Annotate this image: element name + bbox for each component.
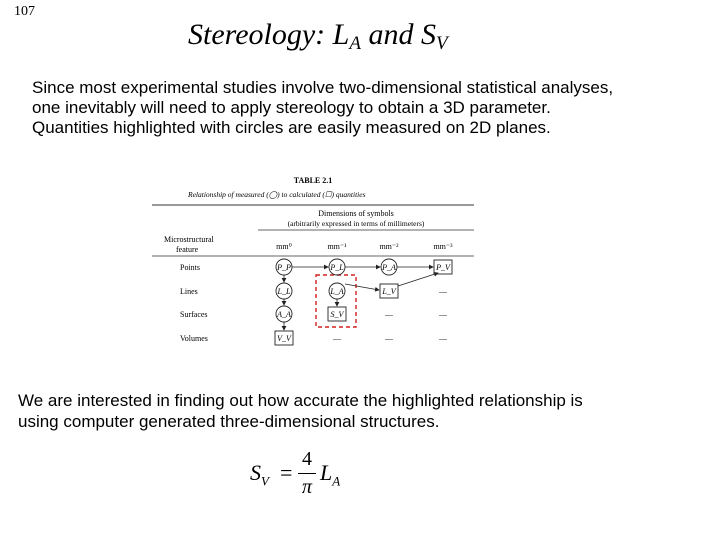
symbol-label: S_V bbox=[330, 310, 344, 319]
unit-label: mm⁻² bbox=[379, 242, 399, 251]
title-sub-v: V bbox=[435, 33, 448, 54]
feature-header: Microstructural bbox=[164, 235, 214, 244]
row-label: Surfaces bbox=[180, 310, 208, 319]
title-sub-a: A bbox=[349, 33, 361, 54]
row-label: Lines bbox=[180, 287, 198, 296]
measured-symbol bbox=[329, 259, 345, 275]
formula-rhs-symbol: L bbox=[320, 460, 333, 485]
dims-subheader: (arbitrarily expressed in terms of millimeters) bbox=[287, 219, 425, 228]
unit-label: mm⁰ bbox=[276, 242, 292, 251]
row-label: Volumes bbox=[180, 334, 208, 343]
table-subtitle: Relationship of measured (◯) to calculated (☐) quantities bbox=[188, 190, 366, 199]
formula-rhs bbox=[320, 460, 340, 489]
symbol-label: P_V bbox=[436, 263, 450, 272]
formula-lhs-sub: V bbox=[261, 473, 269, 489]
intro-line: Quantities highlighted with circles are easily measured on 2D planes. bbox=[32, 118, 551, 137]
formula-fraction bbox=[298, 448, 316, 498]
intro-line: one inevitably will need to apply stereology to obtain a 3D parameter. bbox=[32, 98, 551, 117]
formula-lhs-symbol: S bbox=[250, 460, 261, 485]
table-caption: TABLE 2.1 bbox=[293, 176, 333, 185]
symbol-label: L_L bbox=[277, 287, 291, 296]
page-title bbox=[188, 18, 448, 55]
slide-number: 107 bbox=[14, 4, 35, 19]
calculated-symbol bbox=[328, 307, 346, 321]
symbol-label: L_V bbox=[382, 287, 396, 296]
row-label: Points bbox=[180, 263, 201, 272]
relation-arrows bbox=[284, 267, 438, 330]
empty-cell: — bbox=[385, 310, 393, 319]
measured-symbol bbox=[276, 259, 292, 275]
formula-rhs-sub: A bbox=[332, 473, 341, 489]
outro-paragraph bbox=[18, 390, 698, 432]
calculated-symbol bbox=[380, 284, 398, 298]
calculated-symbol bbox=[275, 331, 293, 345]
calculated-symbol bbox=[434, 260, 452, 274]
empty-cell: — bbox=[439, 334, 447, 343]
symbol-label: A_A bbox=[277, 310, 291, 319]
dims-header: Dimensions of symbols bbox=[318, 209, 394, 218]
feature-header: feature bbox=[176, 245, 199, 254]
intro-paragraph bbox=[32, 78, 692, 138]
symbol-label: P_L bbox=[330, 263, 344, 272]
intro-line: Since most experimental studies involve two-dimensional statistical analyses, bbox=[32, 78, 614, 97]
table-svg bbox=[148, 172, 478, 352]
fraction-bar bbox=[298, 473, 316, 474]
symbol-label: P_P bbox=[277, 263, 291, 272]
formula-equals: = bbox=[280, 460, 293, 485]
measured-symbol bbox=[329, 283, 345, 299]
empty-cell: — bbox=[333, 334, 341, 343]
stereology-table-figure bbox=[148, 172, 478, 352]
title-joiner: and S bbox=[360, 18, 436, 51]
measured-symbol bbox=[276, 306, 292, 322]
outro-line: using computer generated three-dimensional structures. bbox=[18, 412, 440, 431]
empty-cell: — bbox=[439, 310, 447, 319]
symbol-label: V_V bbox=[277, 334, 291, 343]
unit-label: mm⁻¹ bbox=[327, 242, 347, 251]
formula-numerator: 4 bbox=[302, 448, 312, 470]
empty-cell: — bbox=[439, 287, 447, 296]
sv-formula bbox=[250, 448, 360, 504]
formula-denominator: π bbox=[301, 476, 313, 498]
formula-lhs bbox=[250, 460, 269, 489]
symbol-label: P_A bbox=[382, 263, 396, 272]
symbol-label: L_A bbox=[330, 287, 344, 296]
measured-symbol bbox=[381, 259, 397, 275]
unit-label: mm⁻³ bbox=[433, 242, 453, 251]
measured-symbol bbox=[276, 283, 292, 299]
title-main: Stereology: L bbox=[188, 18, 350, 51]
empty-cell: — bbox=[385, 334, 393, 343]
outro-line: We are interested in finding out how accurate the highlighted relationship is bbox=[18, 391, 583, 410]
